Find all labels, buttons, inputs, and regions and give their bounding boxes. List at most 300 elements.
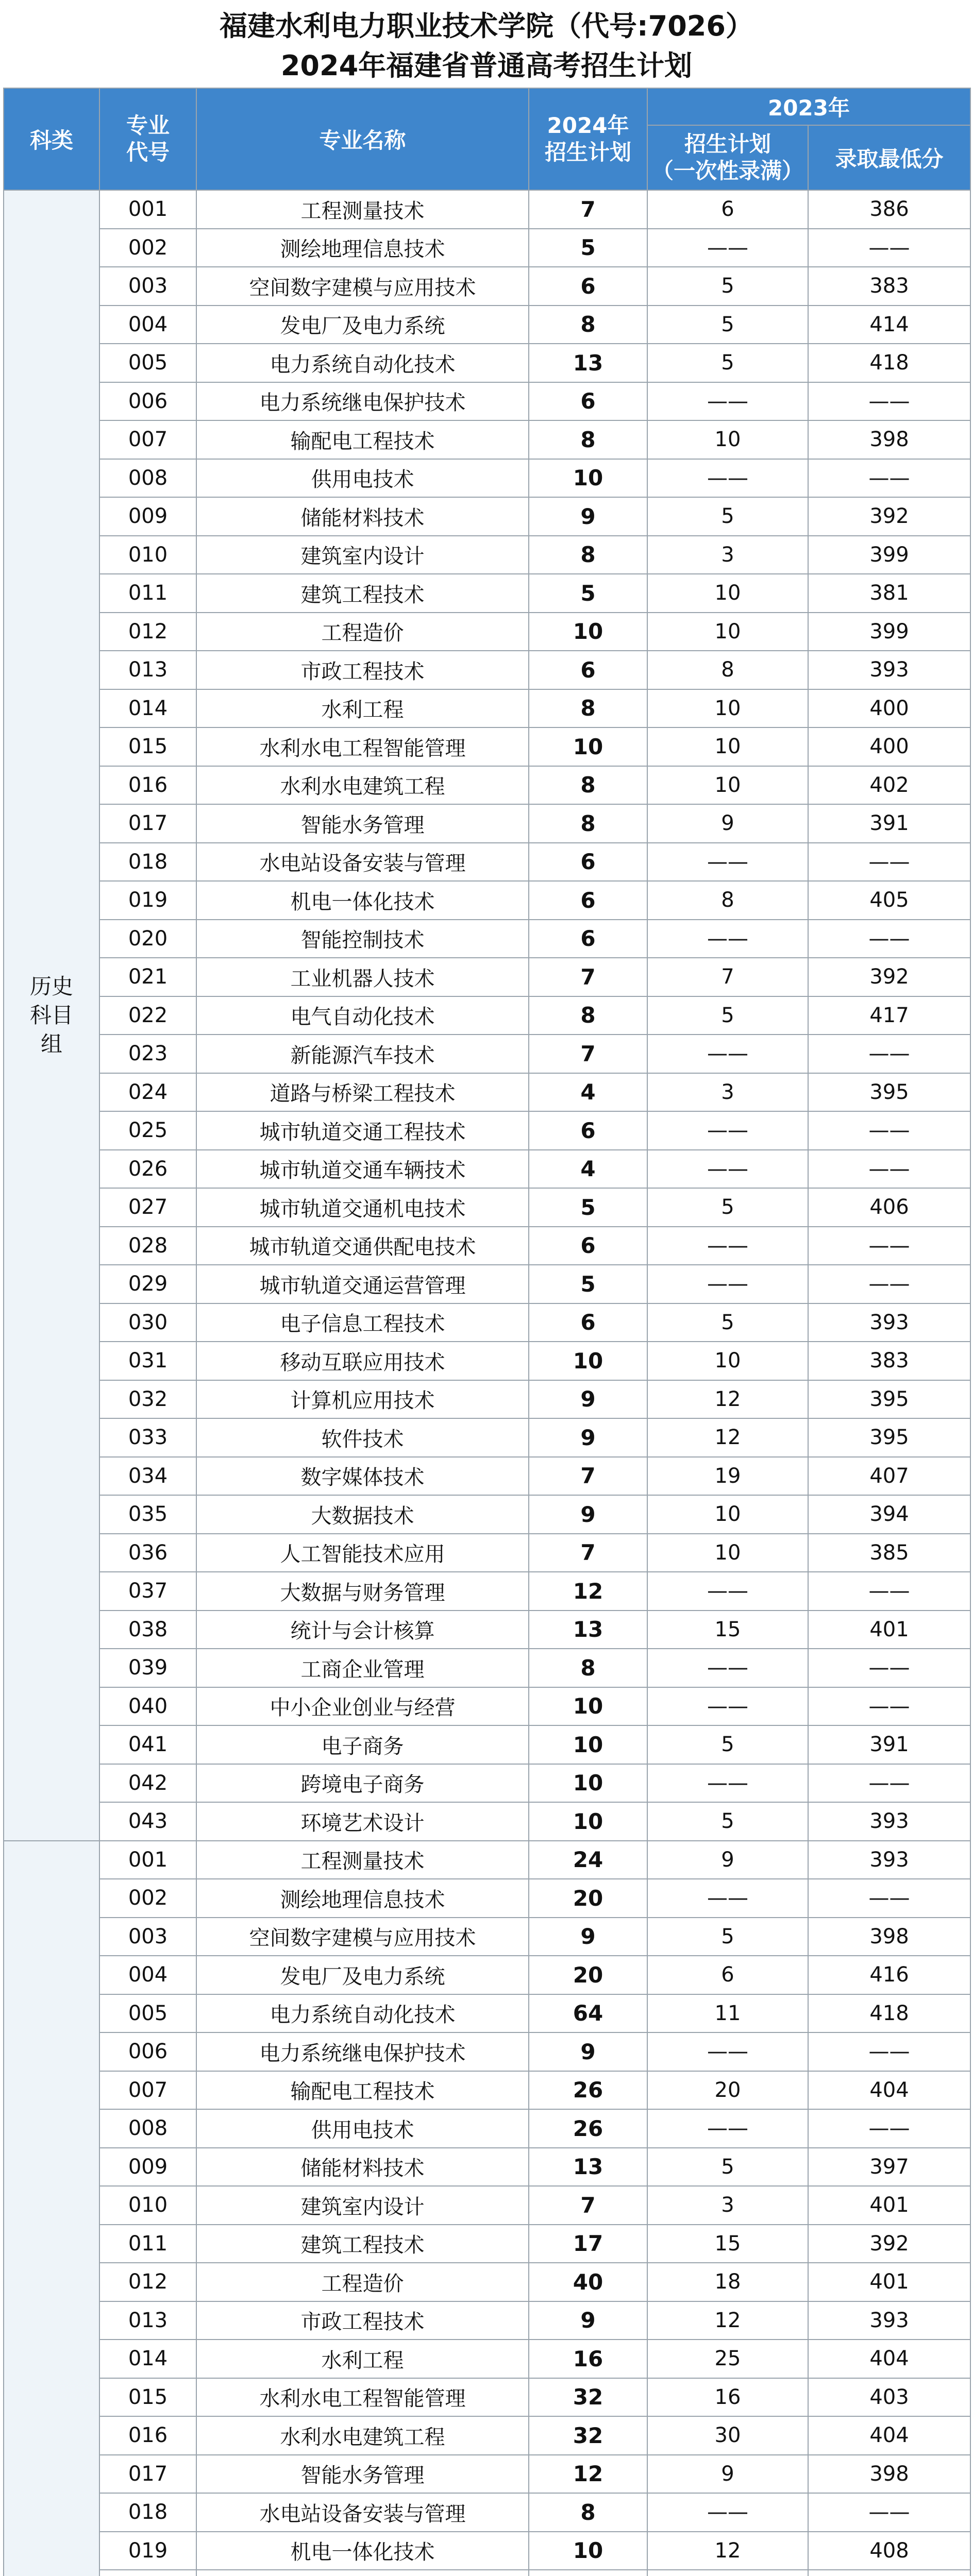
table-row	[4, 2570, 970, 2576]
table-row	[4, 727, 970, 766]
plan-2023-cell: 30	[647, 2416, 808, 2455]
major-code-cell: 040	[99, 1687, 196, 1726]
major-name-cell: 电力系统自动化技术	[196, 1994, 529, 2033]
plan-2023-cell: 5	[647, 1725, 808, 1764]
header-score-2023: 录取最低分	[808, 125, 970, 190]
major-name-cell: 工业机器人技术	[196, 958, 529, 996]
plan-2023-cell: 19	[647, 1457, 808, 1496]
major-code-cell: 012	[99, 613, 196, 651]
table-row	[4, 306, 970, 344]
table-row	[4, 1725, 970, 1764]
table-row	[4, 689, 970, 728]
plan-2024-cell: 24	[529, 1841, 647, 1879]
major-name-cell: 电力系统继电保护技术	[196, 2032, 529, 2071]
major-code-cell: 005	[99, 344, 196, 382]
plan-2024-cell: 20	[529, 1956, 647, 1994]
major-name-cell: 机电一体化技术	[196, 881, 529, 920]
major-name-cell: 电力系统继电保护技术	[196, 382, 529, 421]
plan-2024-cell: 26	[529, 2071, 647, 2110]
major-code-cell: 011	[99, 574, 196, 613]
header-name: 专业名称	[196, 88, 529, 190]
plan-2023-cell: 5	[647, 1188, 808, 1227]
plan-2023-cell: ——	[647, 382, 808, 421]
major-name-cell: 输配电工程技术	[196, 420, 529, 459]
plan-2024-cell: 13	[529, 344, 647, 382]
table-row	[4, 2340, 970, 2378]
plan-2023-cell: ——	[647, 1111, 808, 1150]
major-name-cell: 空间数字建模与应用技术	[196, 1918, 529, 1956]
plan-2023-cell: 15	[647, 2225, 808, 2263]
major-name-cell: 建筑工程技术	[196, 2225, 529, 2263]
min-score-2023-cell: 406	[808, 1188, 970, 1227]
table-row	[4, 2416, 970, 2455]
plan-2023-cell: ——	[647, 1035, 808, 1073]
plan-2023-cell: ——	[647, 920, 808, 958]
plan-2024-cell: 26	[529, 2109, 647, 2148]
min-score-2023-cell: 401	[808, 2186, 970, 2225]
major-code-cell: 008	[99, 459, 196, 498]
major-name-cell: 水利水电建筑工程	[196, 766, 529, 805]
major-name-cell: 储能材料技术	[196, 2148, 529, 2187]
plan-2023-cell: ——	[647, 1687, 808, 1726]
table-row	[4, 267, 970, 306]
plan-2024-cell: 8	[529, 536, 647, 574]
table-row	[4, 1841, 970, 1879]
plan-2023-cell: 10	[647, 1495, 808, 1534]
table-row	[4, 958, 970, 996]
major-name-cell: 城市轨道交通车辆技术	[196, 1150, 529, 1189]
major-name-cell: 测绘地理信息技术	[196, 1879, 529, 1918]
table-row	[4, 2032, 970, 2071]
plan-2024-cell: 32	[529, 2416, 647, 2455]
major-code-cell: 041	[99, 1725, 196, 1764]
major-code-cell: 009	[99, 2148, 196, 2187]
min-score-2023-cell: 418	[808, 344, 970, 382]
major-code-cell: 014	[99, 2340, 196, 2378]
plan-2023-cell: 5	[647, 1918, 808, 1956]
plan-2024-cell: 7	[529, 1534, 647, 1572]
major-name-cell: 电气自动化技术	[196, 996, 529, 1035]
major-code-cell: 029	[99, 1265, 196, 1303]
min-score-2023-cell: 408	[808, 2532, 970, 2570]
major-name-cell: 发电厂及电力系统	[196, 306, 529, 344]
major-name-cell: 城市轨道交通机电技术	[196, 1188, 529, 1227]
major-code-cell: 037	[99, 1572, 196, 1611]
major-code-cell: 020	[99, 920, 196, 958]
major-name-cell: 数字媒体技术	[196, 1457, 529, 1496]
table-row	[4, 2263, 970, 2301]
plan-2023-cell: 5	[647, 267, 808, 306]
min-score-2023-cell: ——	[808, 1227, 970, 1265]
major-name-cell: 市政工程技术	[196, 651, 529, 689]
page-subtitle: 2024年福建省普通高考招生计划	[280, 49, 693, 82]
major-name-cell: 跨境电子商务	[196, 1764, 529, 1803]
plan-2024-cell: 17	[529, 2225, 647, 2263]
plan-2024-cell: 9	[529, 2032, 647, 2071]
min-score-2023-cell: ——	[808, 1879, 970, 1918]
plan-2024-cell: 5	[529, 1188, 647, 1227]
plan-2023-cell: 7	[647, 958, 808, 996]
group-label-physics	[4, 1841, 99, 2576]
major-code-cell: 036	[99, 1534, 196, 1572]
major-name-cell: 智能控制技术	[196, 920, 529, 958]
table-row	[4, 651, 970, 689]
plan-2023-cell: 12	[647, 1418, 808, 1457]
major-code-cell: 003	[99, 267, 196, 306]
table-row	[4, 2532, 970, 2570]
major-name-cell: 市政工程技术	[196, 2301, 529, 2340]
major-code-cell: 010	[99, 2186, 196, 2225]
min-score-2023-cell: 383	[808, 267, 970, 306]
plan-2024-cell: 9	[529, 1495, 647, 1534]
plan-2023-cell: 5	[647, 2148, 808, 2187]
plan-2024-cell: 7	[529, 958, 647, 996]
plan-2023-cell: 10	[647, 613, 808, 651]
table-row	[4, 1802, 970, 1841]
major-code-cell: 004	[99, 306, 196, 344]
major-name-cell: 工程测量技术	[196, 1841, 529, 1879]
plan-2023-cell: ——	[647, 1572, 808, 1611]
plan-2024-cell: 4	[529, 1073, 647, 1112]
table-row	[4, 536, 970, 574]
major-code-cell: 017	[99, 2455, 196, 2494]
plan-2023-cell: 15	[647, 1611, 808, 1649]
table-row	[4, 766, 970, 805]
plan-2024-cell: 7	[529, 2186, 647, 2225]
min-score-2023-cell: 392	[808, 2225, 970, 2263]
min-score-2023-cell: 400	[808, 689, 970, 728]
plan-2023-cell: ——	[647, 1649, 808, 1687]
table-row	[4, 1572, 970, 1611]
plan-2023-cell: 6	[647, 190, 808, 229]
major-code-cell: 033	[99, 1418, 196, 1457]
major-name-cell: 统计与会计核算	[196, 1611, 529, 1649]
plan-2023-cell: 6	[647, 1956, 808, 1994]
min-score-2023-cell: 403	[808, 2378, 970, 2417]
major-code-cell: 017	[99, 804, 196, 843]
plan-2023-cell: 5	[647, 497, 808, 536]
min-score-2023-cell: ——	[808, 1572, 970, 1611]
major-name-cell: 水利工程	[196, 689, 529, 728]
major-code-cell: 034	[99, 1457, 196, 1496]
min-score-2023-cell: 393	[808, 1303, 970, 1342]
major-code-cell: 035	[99, 1495, 196, 1534]
major-name-cell: 供用电技术	[196, 2109, 529, 2148]
major-code-cell	[99, 2570, 196, 2576]
plan-2024-cell: 9	[529, 1380, 647, 1419]
plan-2023-cell: 12	[647, 2301, 808, 2340]
header-year-2023: 2023年	[647, 88, 970, 125]
plan-2024-cell: 8	[529, 306, 647, 344]
major-name-cell: 城市轨道交通工程技术	[196, 1111, 529, 1150]
plan-2024-cell: 6	[529, 1111, 647, 1150]
table-row	[4, 1380, 970, 1419]
plan-2024-cell: 12	[529, 2455, 647, 2494]
plan-2023-cell: ——	[647, 2109, 808, 2148]
major-name-cell: 大数据技术	[196, 1495, 529, 1534]
major-name-cell: 水利工程	[196, 2340, 529, 2378]
table-row	[4, 1956, 970, 1994]
plan-2024-cell: 10	[529, 727, 647, 766]
plan-2024-cell: 20	[529, 1879, 647, 1918]
major-code-cell: 015	[99, 2378, 196, 2417]
table-row	[4, 2225, 970, 2263]
table-row	[4, 1918, 970, 1956]
major-name-cell: 大数据与财务管理	[196, 1572, 529, 1611]
plan-2023-cell: 16	[647, 2378, 808, 2417]
plan-2024-cell	[529, 2570, 647, 2576]
plan-2024-cell: 10	[529, 1725, 647, 1764]
min-score-2023-cell: 401	[808, 2263, 970, 2301]
min-score-2023-cell: 404	[808, 2071, 970, 2110]
plan-2024-cell: 8	[529, 804, 647, 843]
min-score-2023-cell: ——	[808, 1150, 970, 1189]
min-score-2023-cell: 393	[808, 1841, 970, 1879]
plan-2023-cell: 10	[647, 574, 808, 613]
plan-2023-cell: 5	[647, 306, 808, 344]
major-code-cell: 001	[99, 190, 196, 229]
major-name-cell: 环境艺术设计	[196, 1802, 529, 1841]
table-row	[4, 1879, 970, 1918]
major-code-cell: 028	[99, 1227, 196, 1265]
table-row	[4, 2455, 970, 2494]
table-row	[4, 996, 970, 1035]
major-code-cell: 013	[99, 651, 196, 689]
table-row	[4, 2378, 970, 2417]
plan-2024-cell: 6	[529, 267, 647, 306]
major-name-cell: 建筑室内设计	[196, 2186, 529, 2225]
min-score-2023-cell: 399	[808, 613, 970, 651]
min-score-2023-cell: 391	[808, 1725, 970, 1764]
plan-2024-cell: 6	[529, 920, 647, 958]
major-name-cell: 智能水务管理	[196, 2455, 529, 2494]
major-code-cell: 013	[99, 2301, 196, 2340]
major-name-cell: 计算机应用技术	[196, 1380, 529, 1419]
table-row	[4, 1035, 970, 1073]
major-name-cell: 电子信息工程技术	[196, 1303, 529, 1342]
min-score-2023-cell: ——	[808, 2493, 970, 2532]
plan-2024-cell: 9	[529, 2301, 647, 2340]
table-row	[4, 843, 970, 882]
min-score-2023-cell	[808, 2570, 970, 2576]
min-score-2023-cell: 416	[808, 1956, 970, 1994]
table-row	[4, 229, 970, 267]
min-score-2023-cell: ——	[808, 1111, 970, 1150]
table-row	[4, 1994, 970, 2033]
major-name-cell: 水利水电建筑工程	[196, 2416, 529, 2455]
table-row	[4, 1764, 970, 1803]
plan-2024-cell: 16	[529, 2340, 647, 2378]
major-code-cell: 014	[99, 689, 196, 728]
major-name-cell: 城市轨道交通运营管理	[196, 1265, 529, 1303]
major-code-cell: 019	[99, 2532, 196, 2570]
plan-2023-cell: 3	[647, 1073, 808, 1112]
major-name-cell: 供用电技术	[196, 459, 529, 498]
min-score-2023-cell: 402	[808, 766, 970, 805]
major-name-cell: 电力系统自动化技术	[196, 344, 529, 382]
plan-2024-cell: 10	[529, 1687, 647, 1726]
major-name-cell: 工商企业管理	[196, 1649, 529, 1687]
major-code-cell: 018	[99, 2493, 196, 2532]
table-row	[4, 613, 970, 651]
min-score-2023-cell: ——	[808, 2109, 970, 2148]
plan-2023-cell: 5	[647, 1303, 808, 1342]
major-code-cell: 039	[99, 1649, 196, 1687]
plan-2023-cell: ——	[647, 2032, 808, 2071]
major-name-cell: 水电站设备安装与管理	[196, 2493, 529, 2532]
major-code-cell: 021	[99, 958, 196, 996]
major-code-cell: 012	[99, 2263, 196, 2301]
major-code-cell: 016	[99, 2416, 196, 2455]
table-row	[4, 1188, 970, 1227]
table-row	[4, 1265, 970, 1303]
major-code-cell: 032	[99, 1380, 196, 1419]
plan-2023-cell: 5	[647, 344, 808, 382]
major-name-cell: 发电厂及电力系统	[196, 1956, 529, 1994]
major-name-cell: 水利水电工程智能管理	[196, 727, 529, 766]
min-score-2023-cell: 397	[808, 2148, 970, 2187]
min-score-2023-cell: 381	[808, 574, 970, 613]
table-row	[4, 1303, 970, 1342]
plan-2023-cell: 12	[647, 2532, 808, 2570]
plan-2023-cell: ——	[647, 2493, 808, 2532]
major-code-cell: 026	[99, 1150, 196, 1189]
min-score-2023-cell: 401	[808, 1611, 970, 1649]
major-code-cell: 009	[99, 497, 196, 536]
plan-2023-cell: 9	[647, 804, 808, 843]
table-row	[4, 2186, 970, 2225]
major-name-cell: 水利水电工程智能管理	[196, 2378, 529, 2417]
header-plan-2023: 招生计划 （一次性录满）	[647, 125, 808, 190]
plan-2024-cell: 8	[529, 996, 647, 1035]
major-name-cell: 移动互联应用技术	[196, 1342, 529, 1380]
plan-2024-cell: 6	[529, 843, 647, 882]
plan-2024-cell: 64	[529, 1994, 647, 2033]
min-score-2023-cell: 392	[808, 958, 970, 996]
plan-2023-cell: ——	[647, 459, 808, 498]
major-name-cell: 空间数字建模与应用技术	[196, 267, 529, 306]
major-code-cell: 019	[99, 881, 196, 920]
page-title: 福建水利电力职业技术学院（代号:7026）	[220, 10, 753, 42]
major-name-cell: 水电站设备安装与管理	[196, 843, 529, 882]
min-score-2023-cell: 383	[808, 1342, 970, 1380]
table-row	[4, 1073, 970, 1112]
major-code-cell: 043	[99, 1802, 196, 1841]
min-score-2023-cell: 393	[808, 2301, 970, 2340]
plan-2023-cell: ——	[647, 1879, 808, 1918]
min-score-2023-cell: ——	[808, 229, 970, 267]
min-score-2023-cell: ——	[808, 920, 970, 958]
table-row	[4, 2493, 970, 2532]
plan-2023-cell: 3	[647, 2186, 808, 2225]
plan-2023-cell: ——	[647, 1764, 808, 1803]
plan-2024-cell: 10	[529, 1802, 647, 1841]
major-code-cell: 002	[99, 1879, 196, 1918]
plan-2024-cell: 10	[529, 1764, 647, 1803]
header-plan-2024: 2024年 招生计划	[529, 88, 647, 190]
plan-2023-cell: 12	[647, 1380, 808, 1419]
table-row	[4, 1418, 970, 1457]
major-code-cell: 005	[99, 1994, 196, 2033]
major-code-cell: 011	[99, 2225, 196, 2263]
major-name-cell: 人工智能技术应用	[196, 1534, 529, 1572]
table-row	[4, 1111, 970, 1150]
major-code-cell: 025	[99, 1111, 196, 1150]
major-name-cell: 储能材料技术	[196, 497, 529, 536]
plan-2023-cell: 3	[647, 536, 808, 574]
min-score-2023-cell: 400	[808, 727, 970, 766]
major-name-cell: 建筑室内设计	[196, 536, 529, 574]
plan-2024-cell: 10	[529, 613, 647, 651]
min-score-2023-cell: ——	[808, 1649, 970, 1687]
min-score-2023-cell: 395	[808, 1418, 970, 1457]
plan-2024-cell: 6	[529, 651, 647, 689]
plan-2024-cell: 8	[529, 1649, 647, 1687]
min-score-2023-cell: 414	[808, 306, 970, 344]
major-code-cell: 018	[99, 843, 196, 882]
table-row	[4, 920, 970, 958]
major-name-cell: 机电一体化技术	[196, 2532, 529, 2570]
table-row	[4, 881, 970, 920]
plan-2024-cell: 5	[529, 1265, 647, 1303]
table-row	[4, 1649, 970, 1687]
plan-2024-cell: 5	[529, 574, 647, 613]
min-score-2023-cell: ——	[808, 1035, 970, 1073]
table-row	[4, 804, 970, 843]
major-code-cell: 015	[99, 727, 196, 766]
plan-2023-cell: 5	[647, 996, 808, 1035]
plan-2024-cell: 13	[529, 1611, 647, 1649]
min-score-2023-cell: 404	[808, 2416, 970, 2455]
plan-2023-cell: ——	[647, 1227, 808, 1265]
plan-2024-cell: 9	[529, 1418, 647, 1457]
plan-2023-cell: 10	[647, 1534, 808, 1572]
plan-2023-cell: 8	[647, 651, 808, 689]
plan-2023-cell: ——	[647, 1265, 808, 1303]
table-row	[4, 1534, 970, 1572]
table-row	[4, 1495, 970, 1534]
table-row	[4, 1227, 970, 1265]
major-code-cell: 024	[99, 1073, 196, 1112]
plan-2024-cell: 9	[529, 497, 647, 536]
major-code-cell: 007	[99, 2071, 196, 2110]
plan-2023-cell	[647, 2570, 808, 2576]
major-code-cell: 023	[99, 1035, 196, 1073]
major-code-cell: 031	[99, 1342, 196, 1380]
major-code-cell: 027	[99, 1188, 196, 1227]
min-score-2023-cell: ——	[808, 382, 970, 421]
table-row	[4, 2071, 970, 2110]
plan-2023-cell: ——	[647, 229, 808, 267]
major-code-cell: 007	[99, 420, 196, 459]
plan-2024-cell: 13	[529, 2148, 647, 2187]
min-score-2023-cell: 399	[808, 536, 970, 574]
min-score-2023-cell: ——	[808, 2032, 970, 2071]
plan-2023-cell: 10	[647, 1342, 808, 1380]
major-name-cell: 新能源汽车技术	[196, 1035, 529, 1073]
table-row	[4, 2109, 970, 2148]
plan-2023-cell: 11	[647, 1994, 808, 2033]
plan-2024-cell: 6	[529, 1227, 647, 1265]
plan-2023-cell: 10	[647, 727, 808, 766]
table-row	[4, 1150, 970, 1189]
table-row	[4, 497, 970, 536]
table-row	[4, 382, 970, 421]
plan-2024-cell: 8	[529, 420, 647, 459]
plan-2023-cell: 8	[647, 881, 808, 920]
min-score-2023-cell: ——	[808, 843, 970, 882]
enrollment-plan-table	[3, 88, 971, 2576]
